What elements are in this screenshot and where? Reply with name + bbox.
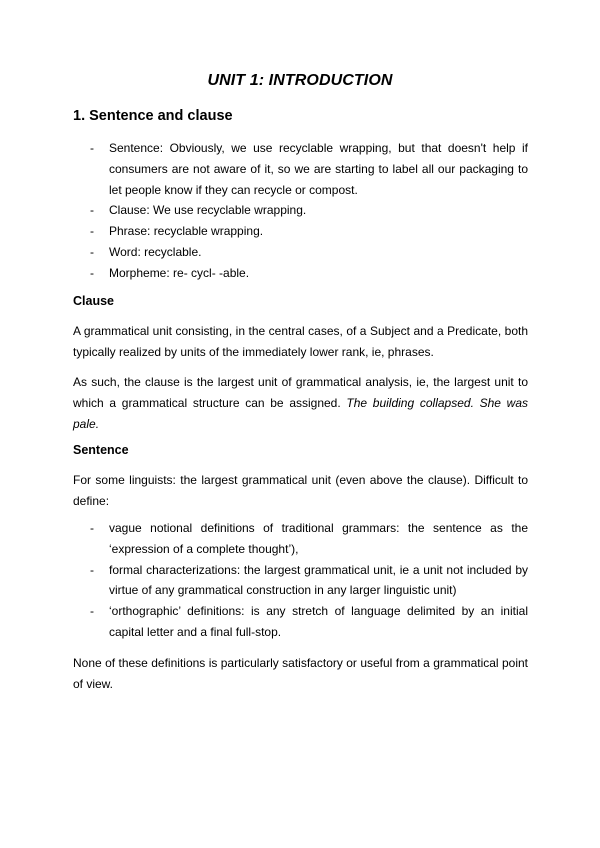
bullet-dash: -: [90, 203, 94, 218]
bullet-dash: -: [90, 141, 94, 155]
bullet-dash: -: [90, 521, 94, 535]
list-item-text: formal characterizations: the largest grammatical unit, ie a unit not included by virtue of any grammatical construction in any larger linguistic unit): [109, 562, 528, 598]
bullet-dash: -: [90, 604, 94, 619]
list-item: [73, 138, 528, 200]
list-item: [73, 601, 528, 643]
list-item: [73, 518, 528, 560]
list-item-text: Sentence: Obviously, we use recyclable wrapping, but that doesn't help if consumers are not aware of it, so we are starting to label all our packaging to let people know if they can recycle or compost.: [109, 141, 528, 197]
bullet-dash: -: [90, 562, 94, 577]
list-item-text: Clause: We use recyclable wrapping.: [109, 203, 307, 218]
clause-examples: The building collapsed. She was pale.: [73, 395, 529, 431]
list-item-text: ‘orthographic’ definitions: is any stretch of language delimited by an initial capital letter and a final full-stop.: [109, 604, 528, 639]
sentence-intro-paragraph: For some linguists: the largest grammatical unit (even above the clause). Difficult to define:: [73, 473, 528, 508]
subheading-clause: Clause: [73, 294, 114, 308]
list-item: [73, 221, 528, 242]
clause-definition-paragraph: A grammatical unit consisting, in the central cases, of a Subject and a Predicate, both typically realized by units of the immediately lower rank, ie, phrases.: [73, 324, 528, 359]
list-item-text: Morpheme: re- cycl- -able.: [109, 265, 250, 280]
list-item-text: Phrase: recyclable wrapping.: [109, 224, 264, 239]
page-title: UNIT 1: INTRODUCTION: [207, 72, 393, 89]
conclusion-paragraph: None of these definitions is particularly satisfactory or useful from a grammatical point of view.: [73, 656, 528, 691]
examples-list: [73, 138, 528, 284]
list-item-text: vague notional definitions of traditional grammars: the sentence as the ‘expression of a complete thought’),: [109, 521, 528, 556]
list-item: [73, 560, 528, 602]
bullet-dash: -: [90, 244, 94, 259]
subheading-sentence: Sentence: [73, 443, 129, 457]
clause-analysis-text: As such, the clause is the largest unit of grammatical analysis, ie, the largest unit to which a grammatical structure can be assigned.: [73, 375, 528, 410]
section-heading-sentence-and-clause: 1. Sentence and clause: [73, 108, 233, 124]
list-item: [73, 200, 528, 221]
list-item-text: Word: recyclable.: [109, 244, 202, 259]
bullet-dash: -: [90, 224, 94, 239]
definitions-list: [73, 518, 528, 643]
clause-analysis-paragraph: [73, 372, 528, 434]
bullet-dash: -: [90, 265, 94, 280]
list-item: [73, 242, 528, 263]
list-item: [73, 263, 528, 284]
